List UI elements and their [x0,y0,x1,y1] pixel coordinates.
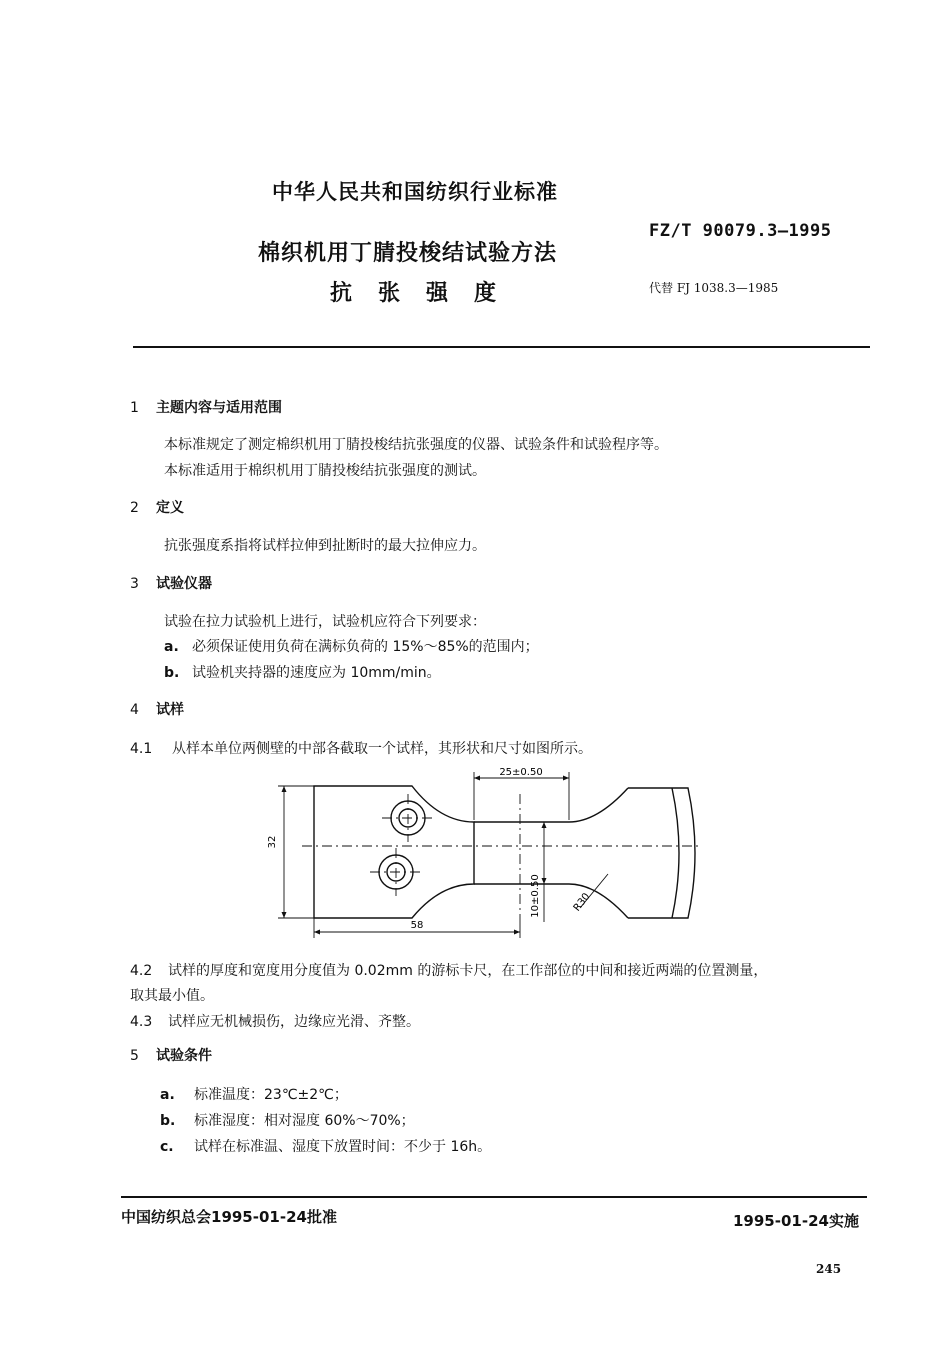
header-rule [133,346,870,348]
implementation-date: 1995-01-24实施 [733,1212,859,1230]
section-1-paragraph-2: 本标准适用于棉织机用丁腈投梭结抗张强度的测试。 [164,463,486,479]
section-number: 3 [130,576,139,592]
width-dimension-label: 25±0.50 [499,767,543,778]
section-2-paragraph: 抗张强度系指将试样拉伸到扯断时的最大拉伸应力。 [164,538,486,554]
clause-4-2 [130,960,767,980]
arrowhead [282,786,287,792]
clause-text: 试样的厚度和宽度用分度值为 0.02mm 的游标卡尺，在工作部位的中间和接近两端的位置测量， [168,963,768,979]
document-title: 棉织机用丁腈投梭结试验方法 [258,241,558,266]
standard-org-title: 中华人民共和国纺织行业标准 [272,180,558,204]
clause-number: 4.1 [130,741,153,757]
clause-4-2-continuation: 取其最小值。 [130,988,214,1004]
item-key: b. [164,665,180,681]
section-5-item-c [160,1136,491,1156]
clause-text: 试样应无机械损伤，边缘应光滑、齐整。 [168,1014,420,1030]
arrowhead [474,776,480,781]
length-dimension-label: 58 [410,920,424,931]
section-number: 5 [130,1048,139,1064]
clause-number: 4.3 [130,1014,153,1030]
section-title: 定义 [156,500,184,516]
page-number: 245 [816,1262,842,1276]
clause-number: 4.2 [130,963,153,979]
section-number: 2 [130,500,139,516]
section-3-item-a [164,636,539,656]
item-text: 标准温度：23℃±2℃； [194,1087,348,1103]
section-3-heading [130,573,212,593]
replaces-standard: 代替 FJ 1038.3—1985 [649,281,779,295]
item-key: b. [160,1113,176,1129]
item-text: 试验机夹持器的速度应为 10mm/min。 [192,665,441,681]
neck-bottom-edge [474,884,628,918]
section-3-item-b [164,662,441,682]
arrowhead [542,822,547,828]
section-title: 试验仪器 [156,576,212,592]
arrowhead [314,930,320,935]
clause-4-3 [130,1011,420,1031]
section-2-heading [130,497,184,517]
height-dimension-label: 32 [267,835,278,849]
section-title: 主题内容与适用范围 [156,400,282,416]
neck-top-edge [474,788,628,822]
section-4-heading [130,699,184,719]
arrowhead [563,776,569,781]
approval-date: 中国纺织总会1995-01-24批准 [121,1208,337,1226]
item-text: 试样在标准温、湿度下放置时间：不少于 16h。 [194,1139,492,1155]
arrowhead [514,930,520,935]
clause-text: 从样本单位两侧壁的中部各截取一个试样，其形状和尺寸如图所示。 [172,741,592,757]
arrowhead [542,878,547,884]
radius-label: R30 [571,891,593,914]
section-5-heading [130,1045,212,1065]
item-text: 标准湿度：相对湿度 60%～70%； [194,1113,415,1129]
arrowhead [282,912,287,918]
section-1-heading [130,397,282,417]
section-number: 4 [130,702,139,718]
section-number: 1 [130,400,139,416]
neck-dimension-label: 10±0.50 [530,874,541,918]
section-5-item-a [160,1084,348,1104]
section-3-paragraph: 试验在拉力试验机上进行，试验机应符合下列要求： [164,614,486,630]
document-subtitle: 抗张强度 [330,281,523,306]
footer-rule [121,1196,867,1198]
standard-code: FZ/T 90079.3—1995 [649,221,832,241]
item-text: 必须保证使用负荷在满标负荷的 15%～85%的范围内； [192,639,539,655]
section-5-item-b [160,1110,415,1130]
clause-4-1 [130,738,592,758]
section-1-paragraph-1: 本标准规定了测定棉织机用丁腈投梭结抗张强度的仪器、试验条件和试验程序等。 [164,437,668,453]
item-key: a. [160,1087,175,1103]
item-key: a. [164,639,179,655]
right-grip-inner-arc [672,788,679,918]
specimen-figure [262,764,712,944]
section-title: 试样 [156,702,184,718]
right-grip-outline [628,788,695,918]
section-title: 试验条件 [156,1048,212,1064]
left-grip-outline [314,786,474,918]
item-key: c. [160,1139,174,1155]
